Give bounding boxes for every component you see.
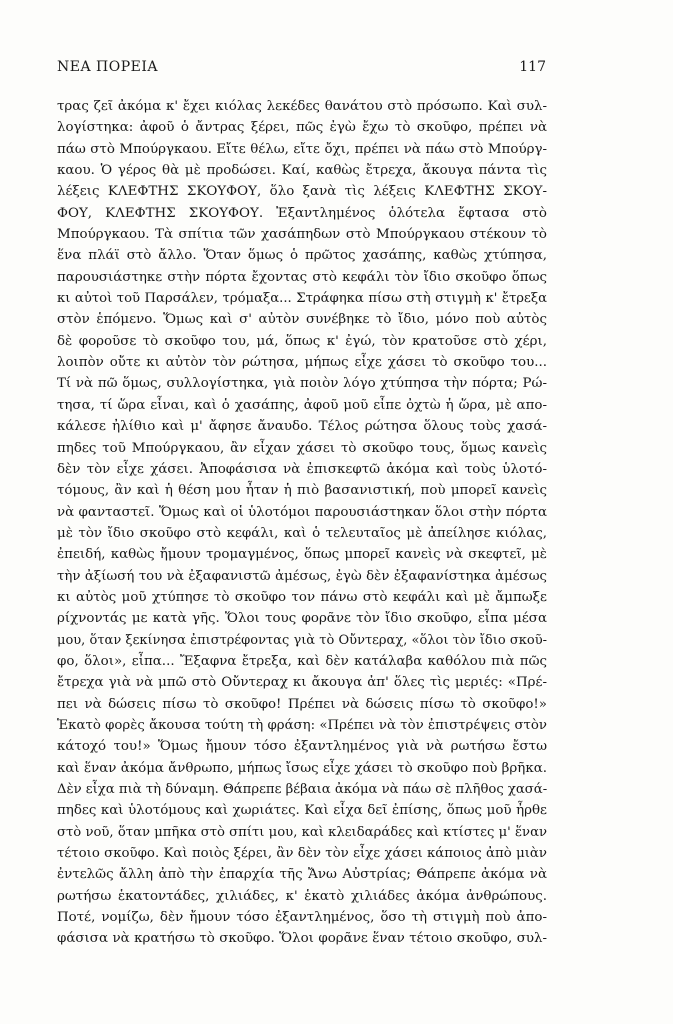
body-text [57, 96, 547, 950]
text-line: λοιπὸν οὔτε κι αὐτὸν τὸν ρώτησα, μήπως εἶχε χάσει τὸ σκοῦφο του... [57, 355, 547, 371]
text-line: πηδες καὶ ὑλοτόμους καὶ χωριάτες. Καὶ εἶχα δεῖ ἐπίσης, ὅπως μοῦ ἦρθε [57, 803, 547, 819]
text-line: λογίστηκα: ἀφοῦ ὁ ἄντρας ξέρει, πῶς ἐγὼ ἔχω τὸ σκοῦφο, πρέπει νὰ [57, 120, 547, 136]
text-line: δὲ φοροῦσε τὸ σκοῦφο του, μά, ὅπως κ' ἐγώ, τὸν κρατοῦσε στὸ χέρι, [57, 333, 547, 349]
text-line: φάσισα νὰ κρατήσω τὸ σκοῦφο. Ὅλοι φορᾶνε ἕναν τέτοιο σκοῦφο, συλ- [57, 931, 547, 947]
text-line: τησα, τί ὥρα εἶναι, καὶ ὁ χασάπης, ἀφοῦ μοῦ εἶπε ὀχτὼ ἡ ὥρα, μὲ απο- [57, 397, 547, 413]
text-line: ρίχνοντάς με κατὰ γῆς. Ὅλοι τους φορᾶνε τὸν ἴδιο σκοῦφο, εἶπα μέσα [57, 611, 547, 627]
text-line: ἔτρεχα γιὰ νὰ μπῶ στὸ Οὔντεραχ κι ἄκουγα ἀπ' ὅλες τὶς μεριές: «Πρέ- [57, 675, 547, 691]
text-line: πηδες τοῦ Μπούργκαου, ἂν εἶχαν χάσει τὸ σκοῦφο τους, ὅμως κανεὶς [57, 440, 547, 456]
text-line: ρωτήσω ἑκατοντάδες, χιλιάδες, κ' ἑκατὸ χιλιάδες ἀκόμα ἀνθρώπους. [57, 888, 547, 904]
text-line: τέτοιο σκοῦφο. Καὶ ποιὸς ξέρει, ἂν δὲν τὸν εἶχε χάσει κάποιος ἀπὸ μιὰν [57, 846, 547, 862]
running-head [57, 59, 546, 79]
text-line: στὸ νοῦ, ὅταν μπῆκα στὸ σπίτι μου, καὶ κλειδαράδες καὶ κτίστες μ' ἕναν [57, 824, 547, 840]
text-line: τρας ζεῖ ἀκόμα κ' ἔχει κιόλας λεκέδες θανάτου στὸ πρόσωπο. Καὶ συλ- [57, 99, 547, 114]
text-line: ἐπειδή, καθὼς ἤμουν τρομαγμένος, ὅπως μπορεῖ κανεὶς νὰ σκεφτεῖ, μὲ [57, 547, 547, 563]
text-line: κι αὐτοὶ τοῦ Παρσάλεν, τρόμαξα... Στράφηκα πίσω στὴ στιγμὴ κ' ἔτρεξα [57, 291, 547, 307]
text-line: Τί νὰ πῶ ὅμως, συλλογίστηκα, γιὰ ποιὸν λόγο χτύπησα τὴν πόρτα; Ρώ- [57, 376, 547, 392]
text-line: Ποτέ, νομίζω, δὲν ἤμουν τόσο ἐξαντλημένος, ὅσο τὴ στιγμὴ ποὺ ἀπο- [57, 910, 547, 926]
text-line: πει νὰ δώσεις πίσω τὸ σκοῦφο! Πρέπει νὰ δώσεις πίσω τὸ σκοῦφο!» [57, 696, 547, 712]
page-number: 117 [519, 59, 546, 75]
text-line: λέξεις ΚΛΕΦΤΗΣ ΣΚΟΥΦΟΥ, ὅλο ξανὰ τὶς λέξεις ΚΛΕΦΤΗΣ ΣΚΟΥ- [57, 184, 547, 200]
text-line: κάτοχό του!» Ὅμως ἤμουν τόσο ἐξαντλημένος γιὰ νὰ ρωτήσω ἔστω [57, 739, 547, 755]
running-head-title: ΝΕΑ ΠΟΡΕΙΑ [57, 59, 158, 75]
text-line: δὲν τὸν εἶχε χάσει. Ἀποφάσισα νὰ ἐπισκεφτῶ ἀκόμα καὶ τοὺς ὑλοτό- [57, 461, 547, 477]
text-line: κι αὐτὸς μοῦ χτύπησε τὸ σκοῦφο τον πάνω στὸ κεφάλι καὶ μὲ ἄμπωξε [57, 589, 547, 605]
text-line: Δὲν εἶχα πιὰ τὴ δύναμη. Θάπρεπε βέβαια ἀκόμα νὰ πάω σὲ πλῆθος χασά- [57, 782, 547, 797]
text-line: τὴν ἀξίωσή του νὰ ἐξαφανιστῶ ἀμέσως, ἐγὼ δὲν ἐξαφανίστηκα ἀμέσως [57, 568, 547, 584]
text-line: τόμους, ἂν καὶ ἡ θέση μου ἦταν ἡ πιὸ βασανιστική, ποὺ μπορεῖ κανεὶς [57, 483, 547, 499]
text-line: νὰ φανταστεῖ. Ὅμως καὶ οἱ ὑλοτόμοι παρουσιάστηκαν ὅλοι στὴν πόρτα [57, 504, 547, 520]
text-line: μὲ τὸν ἴδιο σκοῦφο στὸ κεφάλι, καὶ ὁ τελευταῖος μὲ ἀπείλησε κιόλας, [57, 525, 547, 541]
text-line: ΦΟΥ, ΚΛΕΦΤΗΣ ΣΚΟΥΦΟΥ. Ἐξαντλημένος ὁλότελα ἔφτασα στὸ [57, 205, 547, 221]
text-line: Μπούργκαου. Τὰ σπίτια τῶν χασάπηδων στὸ Μπούργκαου στέκουν τὸ [57, 227, 547, 243]
text-line: φο, ὅλοι», εἶπα... Ἔξαφνα ἔτρεξα, καὶ δὲν κατάλαβα καθόλου πιὰ πῶς [57, 653, 547, 669]
text-line: μου, ὅταν ξεκίνησα ἐπιστρέφοντας γιὰ τὸ Οὔντεραχ, «ὅλοι τὸν ἴδιο σκοῦ- [57, 632, 547, 648]
text-line: στὸν ἑπόμενο. Ὅμως καὶ σ' αὐτὸν συνέβηκε τὸ ἴδιο, μόνο ποὺ αὐτὸς [57, 312, 547, 328]
text-line: κάλεσε ἠλίθιο καὶ μ' ἄφησε ἄναυδο. Τέλος ρώτησα ὅλους τοὺς χασά- [57, 419, 547, 435]
text-line: πάω στὸ Μπούργκαου. Εἴτε θέλω, εἴτε ὄχι, πρέπει νὰ πάω στὸ Μπούργ- [57, 141, 547, 157]
text-line: ἕνα πλάϊ στὸ ἄλλο. Ὅταν ὅμως ὁ πρῶτος χασάπης, καθὼς χτύπησα, [57, 248, 547, 264]
text-line: ἐντελῶς ἄλλη ἀπὸ τὴν ἐπαρχία τῆς Ἄνω Αὐστρίας; Θάπρεπε ἀκόμα νὰ [57, 867, 547, 883]
text-line: καου. Ὁ γέρος θὰ μὲ προδώσει. Καί, καθὼς ἔτρεχα, ἄκουγα πάντα τὶς [57, 163, 547, 179]
text-line: καὶ ἕναν ἀκόμα ἄνθρωπο, μήπως ἴσως εἶχε χάσει τὸ σκοῦφο ποὺ βρῆκα. [57, 760, 547, 776]
text-line: παρουσιάστηκε στὴν πόρτα ἔχοντας στὸ κεφάλι τὸν ἴδιο σκοῦφο ὅπως [57, 269, 547, 285]
text-line: Ἑκατὸ φορὲς ἄκουσα τούτη τὴ φράση: «Πρέπει νὰ τὸν ἐπιστρέψεις στὸν [57, 717, 547, 733]
